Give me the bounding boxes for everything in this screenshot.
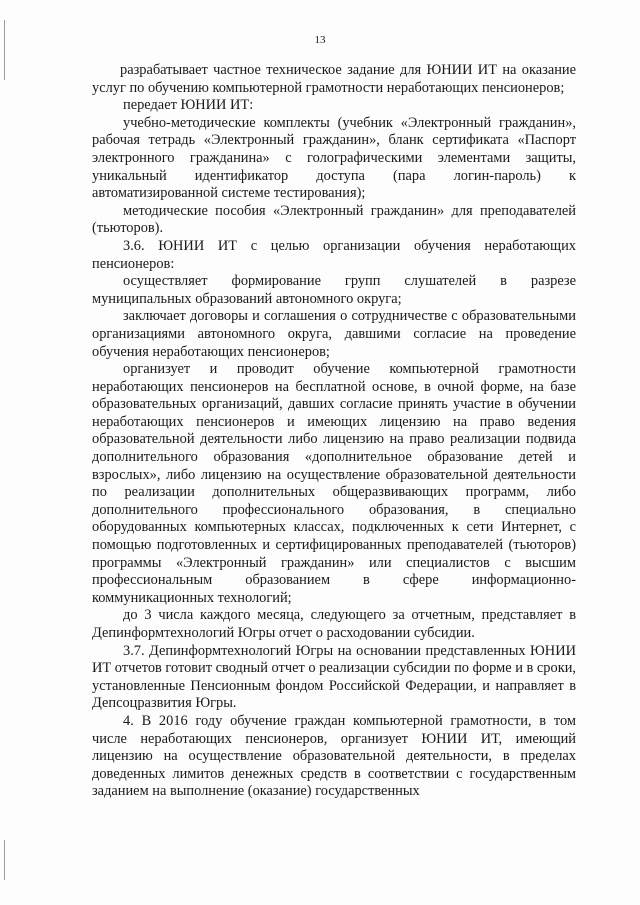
paragraph: 3.6. ЮНИИ ИТ с целью организации обучения неработающих пенсионеров: [92, 237, 576, 272]
paragraph: организует и проводит обучение компьютерной грамотности неработающих пенсионеров на бесплатной основе, в очной форме, на базе образовательных организаций, давших согласие принять участие в обучении неработающих пенсионеров и имеющих лицензию на право ведения образовательной деятельности либо лицензию на право реализации подвида дополнительного образования «дополнительное образование детей и взрослых», либо лицензию на осуществление образовательной деятельности по реализации дополнительных общеразвивающих программ, либо дополнительного профессионального образования, в специально оборудованных компьютерных классах, подключенных к сети Интернет, с помощью подготовленных и сертифицированных преподавателей (тьюторов) программы «Электронный гражданин» или специалистов с высшим профессиональным образованием в сфере информационно-коммуникационных технологий; [92, 361, 576, 606]
paragraph: учебно-методические комплекты (учебник «Электронный гражданин», рабочая тетрадь «Электронный гражданин», бланк сертификата «Паспорт электронного гражданина» с голографическими элементами защиты, уникальный идентификатор доступа (пара логин-пароль) к автоматизированной системе тестирования); [92, 114, 576, 202]
paragraph: передает ЮНИИ ИТ: [123, 97, 254, 114]
paragraph: до 3 числа каждого месяца, следующего за отчетным, представляет в Депинформтехнологий Югры отчет о расходовании субсидии. [92, 607, 576, 641]
paragraph: осуществляет формирование групп слушателей в разрезе муниципальных образований автономного округа; [92, 273, 576, 307]
scan-edge-mark [4, 840, 5, 880]
paragraph: методические пособия «Электронный гражданин» для преподавателей (тьюторов). [92, 202, 576, 237]
paragraph: заключает договоры и соглашения о сотрудничестве с образовательными организациями автономного округа, давшими согласие на проведение обучения неработающих пенсионеров; [92, 308, 576, 360]
document-body [92, 62, 576, 801]
scan-edge-mark [4, 20, 5, 80]
paragraph: 4. В 2016 году обучение граждан компьютерной грамотности, в том числе неработающих пенсионеров, организует ЮНИИ ИТ, имеющий лицензию на осуществление образовательной деятельности, в пределах доведенных лимитов денежных средств в соответствии с государственным заданием на выполнение (оказание) государственных [92, 712, 576, 800]
page-number: 13 [314, 34, 326, 46]
paragraph: разрабатывает частное техническое задание для ЮНИИ ИТ на оказание услуг по обучению компьютерной грамотности неработающих пенсионеров; [92, 62, 576, 96]
paragraph: 3.7. Депинформтехнологий Югры на основании представленных ЮНИИ ИТ отчетов готовит сводный отчет о реализации субсидии по форме и в сроки, установленные Пенсионным фондом Российской Федерации, и направляет в Депсоцразвития Югры. [92, 642, 576, 712]
